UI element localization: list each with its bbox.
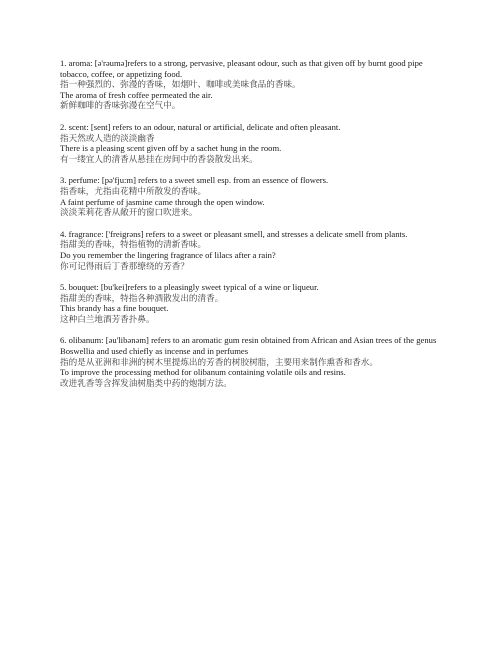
entry-definition: 6. olibanum: [əu'libənəm] refers to an aromatic gum resin obtained from African and Asian trees of the genus Boswellia and used chiefly as incense and in perfumes — [60, 335, 437, 357]
entry-example-english: The aroma of fresh coffee permeated the air. — [60, 89, 213, 100]
entry-bouquet — [60, 282, 445, 324]
entry-definition: 5. bouquet: [bu'kei]refers to a pleasingly sweet typical of a wine or liqueur. — [60, 282, 319, 293]
entry-example-chinese: 淡淡茉莉花香从敞开的窗口吹进来。 — [60, 207, 198, 218]
entry-example-chinese: 这种白兰地酒芳香扑鼻。 — [60, 313, 155, 324]
entry-example-english: A faint perfume of jasmine came through the open window. — [60, 196, 265, 207]
entry-perfume — [60, 175, 445, 217]
entry-example-chinese: 你可记得雨后丁香那缭绕的芳香？ — [60, 260, 189, 271]
entry-definition-chinese: 指香味，尤指由花精中所散发的香味。 — [60, 185, 207, 196]
entry-scent — [60, 122, 445, 164]
entry-aroma — [60, 58, 445, 111]
entry-definition: 3. perfume: [pə'fju:m] refers to a sweet smell esp. from an essence of flowers. — [60, 175, 329, 186]
entry-example-english: There is a pleasing scent given off by a sachet hung in the room. — [60, 143, 282, 154]
document-body — [60, 58, 445, 399]
entry-definition-chinese: 指甜美的香味，特指各种酒散发出的清香。 — [60, 292, 224, 303]
entry-definition: 4. fragrance: ['freigrəns] refers to a sweet or pleasant smell, and stresses a delicate smell from plants. — [60, 228, 408, 239]
entry-example-english: This brandy has a fine bouquet. — [60, 303, 169, 314]
entry-example-chinese: 新鲜咖啡的香味弥漫在空气中。 — [60, 100, 181, 111]
entry-example-chinese: 有一缕宜人的清香从悬挂在房间中的香袋散发出来。 — [60, 153, 258, 164]
entry-definition: 1. aroma: [ə'rəumə]refers to a strong, pervasive, pleasant odour, such as that given off by burnt good pipe tobacco, coffee, or appetizing food. — [60, 58, 423, 79]
entry-definition-chinese: 指甜美的香味，特指植物的清新香味。 — [60, 239, 207, 250]
entry-definition: 2. scent: [sent] refers to an odour, natural or artificial, delicate and often pleasant. — [60, 121, 341, 132]
entry-definition-chinese: 指天然或人造的淡淡幽香 — [60, 132, 155, 143]
entry-example-english: To improve the processing method for olibanum containing volatile oils and resins. — [60, 367, 346, 378]
entry-example-english: Do you remember the lingering fragrance of lilacs after a rain? — [60, 249, 276, 260]
entry-example-chinese: 改进乳香等含挥发油树脂类中药的炮制方法。 — [60, 377, 232, 388]
entry-olibanum — [60, 335, 445, 388]
entry-fragrance — [60, 229, 445, 271]
entry-definition-chinese: 指一种强烈的、弥漫的香味，如烟叶、咖啡或美味食品的香味。 — [60, 79, 301, 90]
entry-definition-chinese: 指的是从亚洲和非洲的树木里提炼出的芳香的树胶树脂，主要用来制作熏香和香水。 — [60, 356, 378, 367]
